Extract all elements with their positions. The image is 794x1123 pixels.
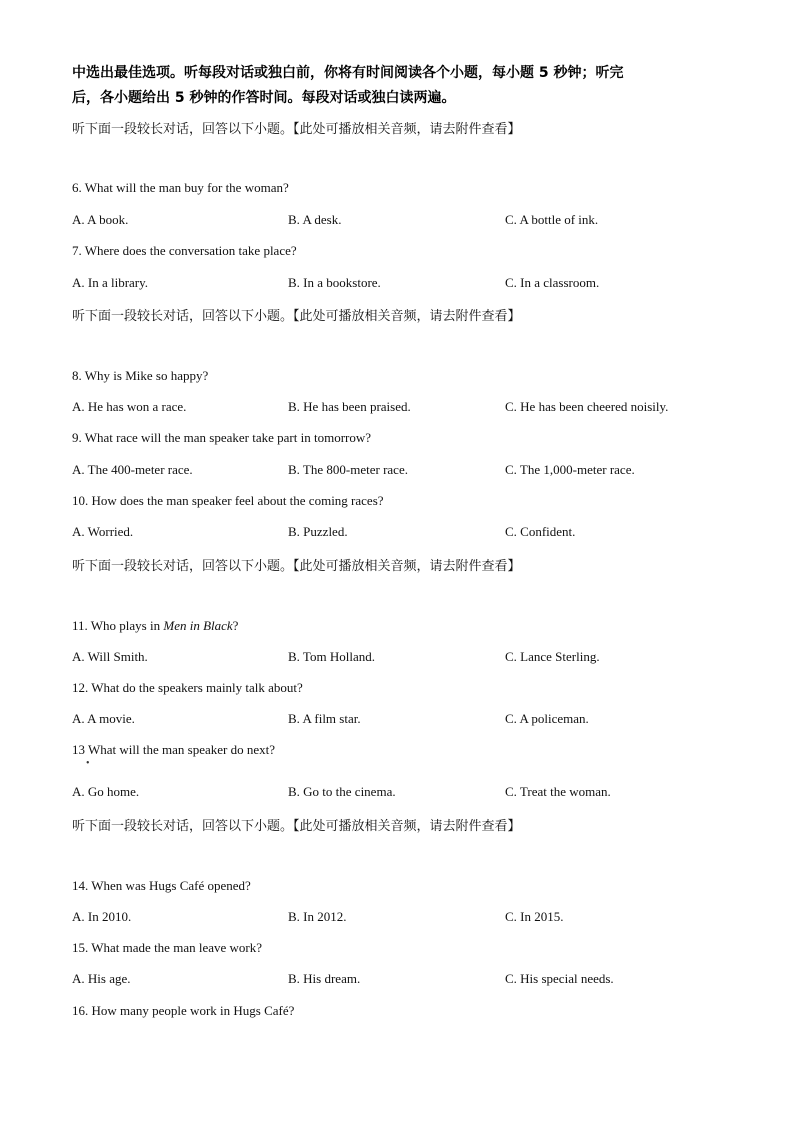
listen-prompt: 听下面一段较长对话，回答以下小题。【此处可播放相关音频，请去附件查看】 (72, 309, 521, 324)
question-6-option-b: B. A desk. (288, 212, 342, 227)
question-13-option-b: B. Go to the cinema. (288, 784, 396, 799)
question-8-option-b: B. He has been praised. (288, 399, 411, 414)
listen-prompt: 听下面一段较长对话，回答以下小题。【此处可播放相关音频，请去附件查看】 (72, 122, 521, 137)
question-14-option-a: A. In 2010. (72, 909, 132, 924)
question-7-option-a: A. In a library. (72, 275, 149, 290)
question-14: 14. When was Hugs Café opened? (72, 878, 251, 893)
question-9: 9. What race will the man speaker take part in tomorrow? (72, 430, 372, 445)
question-8: 8. Why is Mike so happy? (72, 368, 209, 383)
question-12: 12. What do the speakers mainly talk about? (72, 680, 303, 695)
question-9-option-b: B. The 800-meter race. (288, 462, 408, 477)
question-11-suffix: ? (232, 618, 239, 633)
question-13: 13 What will the man speaker do next? (72, 742, 276, 757)
question-6: 6. What will the man buy for the woman? (72, 180, 289, 195)
listen-prompt: 听下面一段较长对话，回答以下小题。【此处可播放相关音频，请去附件查看】 (72, 819, 521, 834)
question-6-option-c: C. A bottle of ink. (505, 212, 599, 227)
question-13-option-c: C. Treat the woman. (505, 784, 611, 799)
question-12-option-c: C. A policeman. (505, 711, 589, 726)
question-10-option-b: B. Puzzled. (288, 524, 348, 539)
question-8-option-a: A. He has won a race. (72, 399, 187, 414)
question-11 (72, 618, 238, 634)
listen-prompt: 听下面一段较长对话，回答以下小题。【此处可播放相关音频，请去附件查看】 (72, 559, 521, 574)
question-7-option-b: B. In a bookstore. (288, 275, 381, 290)
question-12-option-b: B. A film star. (288, 711, 361, 726)
question-11-option-a: A. Will Smith. (72, 649, 148, 664)
question-11-prefix: 11. Who plays in (72, 618, 164, 633)
question-12-option-a: A. A movie. (72, 711, 135, 726)
question-10-option-c: C. Confident. (505, 524, 576, 539)
question-13-option-a: A. Go home. (72, 784, 140, 799)
question-14-option-b: B. In 2012. (288, 909, 347, 924)
question-15-option-a: A. His age. (72, 971, 131, 986)
question-15: 15. What made the man leave work? (72, 940, 262, 955)
question-9-option-a: A. The 400-meter race. (72, 462, 193, 477)
movie-title: Men in Black (163, 618, 233, 633)
question-15-option-b: B. His dream. (288, 971, 361, 986)
instructions-line-1: 中选出最佳选项。听每段对话或独白前，你将有时间阅读各个小题，每小题 5 秒钟；听完 (72, 65, 624, 81)
stray-dot-mark: • (86, 758, 90, 769)
question-7: 7. Where does the conversation take place? (72, 243, 297, 258)
question-15-option-c: C. His special needs. (505, 971, 614, 986)
question-10: 10. How does the man speaker feel about the coming races? (72, 493, 384, 508)
question-8-option-c: C. He has been cheered noisily. (505, 399, 669, 414)
question-9-option-c: C. The 1,000-meter race. (505, 462, 635, 477)
question-14-option-c: C. In 2015. (505, 909, 564, 924)
question-11-option-b: B. Tom Holland. (288, 649, 375, 664)
question-6-option-a: A. A book. (72, 212, 129, 227)
question-11-option-c: C. Lance Sterling. (505, 649, 600, 664)
question-16: 16. How many people work in Hugs Café? (72, 1003, 295, 1018)
instructions-line-2: 后，各小题给出 5 秒钟的作答时间。每段对话或独白读两遍。 (72, 90, 456, 106)
question-7-option-c: C. In a classroom. (505, 275, 600, 290)
question-10-option-a: A. Worried. (72, 524, 134, 539)
